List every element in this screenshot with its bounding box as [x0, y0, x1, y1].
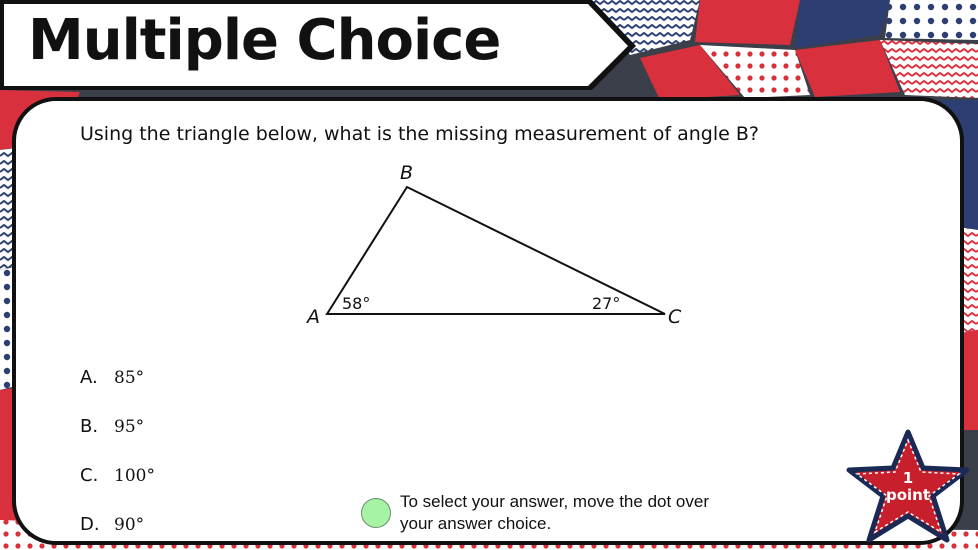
- choice-letter: A.: [80, 367, 98, 388]
- choice-letter: D.: [80, 514, 100, 535]
- question-text: Using the triangle below, what is the missing measurement of angle B?: [80, 123, 759, 145]
- choice-a[interactable]: [80, 367, 144, 388]
- points-label: point: [885, 486, 931, 504]
- choice-d[interactable]: [80, 514, 144, 535]
- choice-value: 90°: [114, 515, 145, 535]
- triangle-diagram: [296, 159, 716, 339]
- choice-value: 100°: [114, 466, 155, 486]
- angle-a-label: 58°: [342, 294, 371, 313]
- instruction-line-2: your answer choice.: [400, 514, 552, 533]
- instruction-line-1: To select your answer, move the dot over: [400, 492, 709, 511]
- choice-value: 85°: [114, 368, 145, 388]
- points-badge: [868, 470, 948, 504]
- question-card: [12, 97, 964, 545]
- vertex-a-label: A: [307, 306, 320, 328]
- choice-c[interactable]: [80, 465, 155, 486]
- answer-dot-handle[interactable]: [361, 498, 391, 528]
- slide-title: Multiple Choice: [28, 8, 501, 73]
- choice-b[interactable]: [80, 416, 144, 437]
- vertex-c-label: C: [668, 306, 682, 328]
- vertex-b-label: B: [400, 162, 414, 184]
- choice-letter: B.: [80, 416, 99, 437]
- choice-value: 95°: [114, 417, 145, 437]
- points-number: 1: [902, 469, 914, 487]
- angle-c-label: 27°: [592, 294, 621, 313]
- choice-letter: C.: [80, 465, 99, 486]
- instruction-text: [400, 491, 780, 535]
